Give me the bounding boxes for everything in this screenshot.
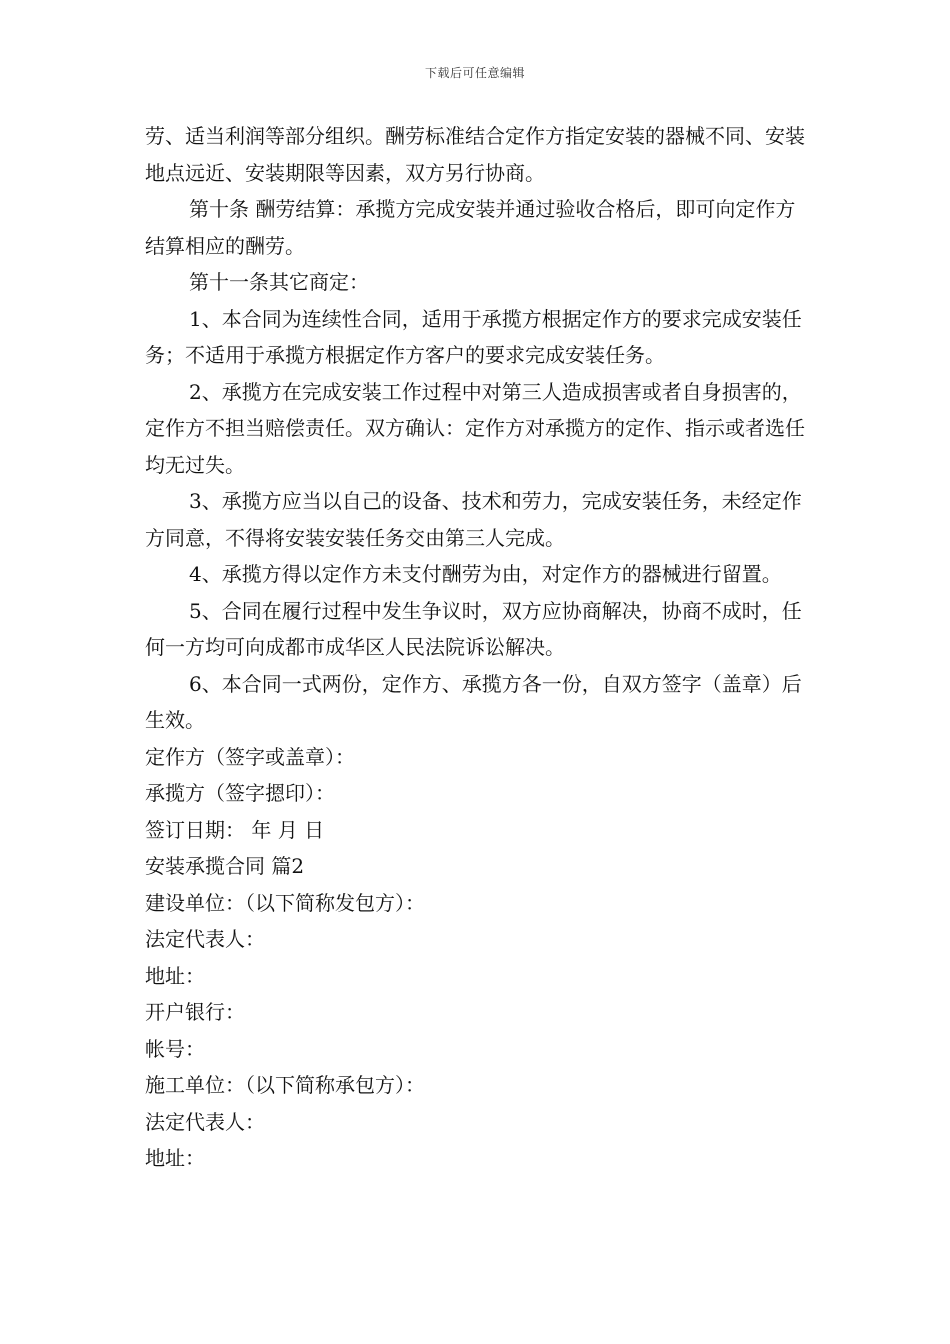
clause-item-3: 3、承揽方应当以自己的设备、技术和劳力，完成安装任务，未经定作方同意，不得将安装安装任务交由第三人完成。 [145,489,802,550]
signature-contractor: 承揽方（签字摁印）： [145,781,335,805]
field-constructor-address: 地址： [145,1146,205,1170]
field-bank: 开户银行： [145,1000,245,1024]
field-builder: 建设单位：（以下简称发包方）： [145,890,425,915]
clause-item-5: 5、合同在履行过程中发生争议时，双方应协商解决，协商不成时，任何一方均可向成都市成华区人民法院诉讼解决。 [145,598,802,659]
article-11: 第十一条其它商定： [189,270,369,294]
field-constructor: 施工单位：（以下简称承包方）： [145,1073,425,1097]
clause-item-6: 6、本合同一式两份，定作方、承揽方各一份，自双方签字（盖章）后生效。 [145,671,802,732]
clause-item-2: 2、承揽方在完成安装工作过程中对第三人造成损害或者自身损害的，定作方不担当赔偿责任。双方确认：定作方对承揽方的定作、指示或者选任均无过失。 [145,379,805,477]
page-header-note: 下载后可任意编辑 [424,66,525,80]
field-constructor-representative: 法定代表人： [145,1109,265,1134]
field-builder-address: 地址： [145,963,205,988]
paragraph-remuneration-cont: 劳、适当利润等部分组织。酬劳标准结合定作方指定安装的器械不同、安装地点远近、安装期限等因素，双方另行协商。 [145,124,805,185]
signing-date: 签订日期： 年 月 日 [145,817,325,842]
signature-client: 定作方（签字或盖章）： [145,744,355,769]
field-builder-representative: 法定代表人： [145,927,265,951]
contract-title-2: 安装承揽合同 篇2 [145,854,305,878]
clause-item-4: 4、承揽方得以定作方未支付酬劳为由，对定作方的器械进行留置。 [189,562,782,586]
clause-item-1: 1、本合同为连续性合同，适用于承揽方根据定作方的要求完成安装任务；不适用于承揽方根据定作方客户的要求完成安装任务。 [145,306,802,367]
field-account: 帐号： [145,1036,205,1061]
document-body [145,118,815,1177]
article-10: 第十条 酬劳结算：承揽方完成安装并通过验收合格后，即可向定作方结算相应的酬劳。 [145,197,796,258]
